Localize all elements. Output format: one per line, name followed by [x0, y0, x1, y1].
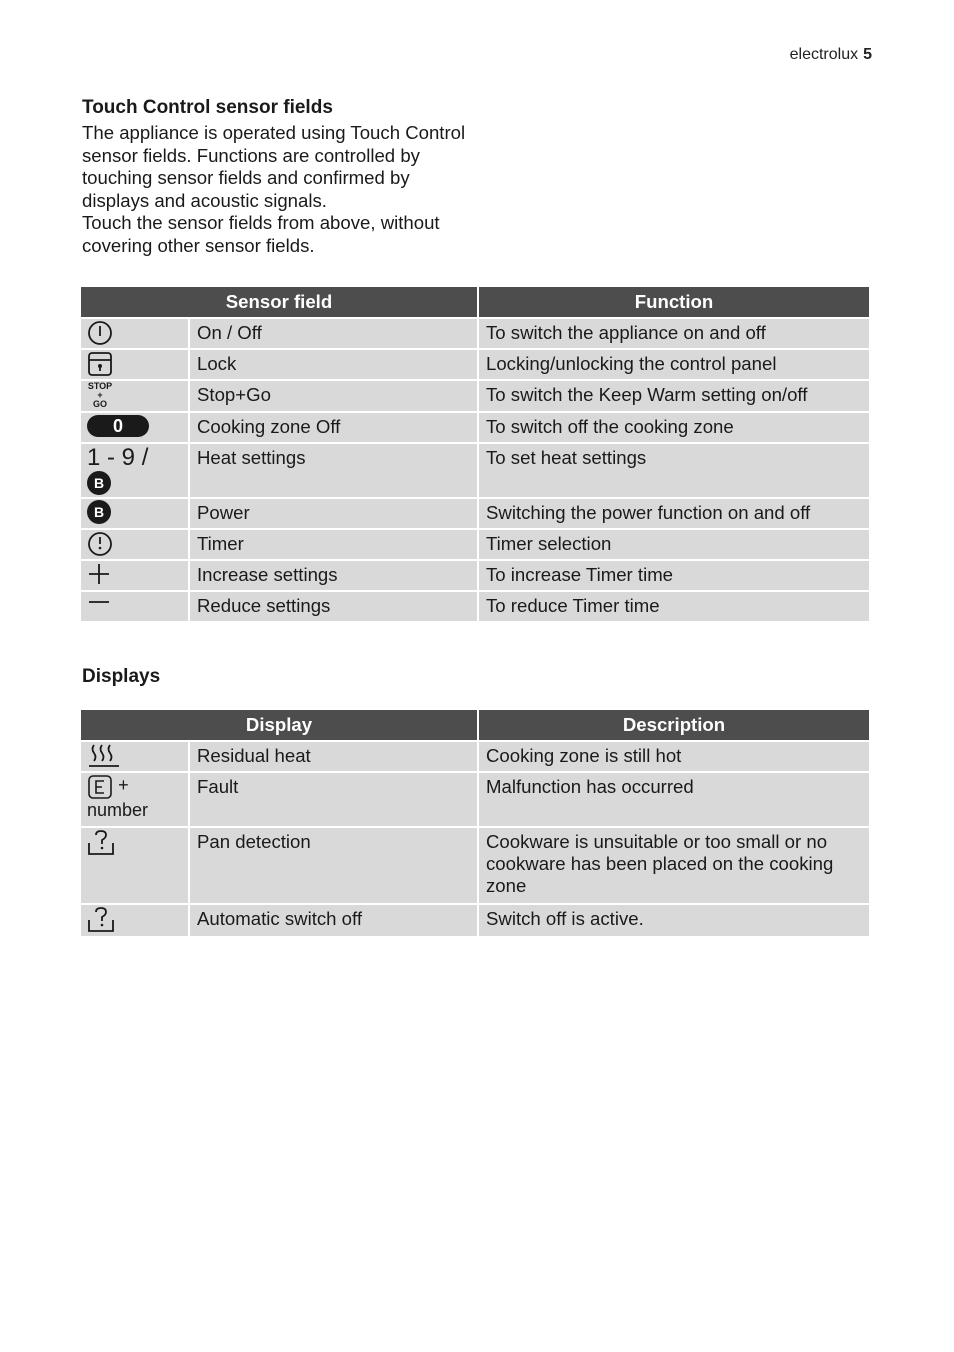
pan-detection-icon [87, 829, 115, 857]
minus-icon [87, 593, 111, 617]
section-heading: Touch Control sensor fields [82, 97, 333, 118]
intro-paragraph-2: Touch the sensor fields from above, without covering other sensor fields. [82, 212, 440, 256]
icon-cell [81, 444, 188, 497]
display-description: Malfunction has occurred [479, 773, 869, 826]
heat-range-icon: 1 - 9 / [87, 444, 149, 471]
sensor-name: Cooking zone Off [190, 413, 477, 442]
column-header-sensor-field: Sensor field [81, 287, 477, 317]
sensor-name: Reduce settings [190, 592, 477, 621]
table-row [81, 905, 869, 936]
icon-cell [81, 561, 188, 590]
icon-cell [81, 773, 188, 826]
column-header-display: Display [81, 710, 477, 740]
sensor-function: Timer selection [479, 530, 869, 559]
sensor-name: Power [190, 499, 477, 528]
zero-pill-icon: 0 [87, 415, 149, 437]
table-row [81, 381, 869, 411]
table-row [81, 413, 869, 442]
plus-icon [87, 562, 111, 586]
auto-switch-off-icon [87, 906, 115, 934]
icon-cell [81, 319, 188, 348]
sensor-name: Timer [190, 530, 477, 559]
sensor-name: Stop+Go [190, 381, 477, 411]
icon-cell [81, 530, 188, 559]
stop-label: STOP [87, 381, 113, 391]
table-row [81, 828, 869, 903]
sensor-function: To increase Timer time [479, 561, 869, 590]
sensor-field-table [79, 285, 871, 623]
lock-icon [87, 351, 113, 377]
timer-icon [87, 531, 113, 557]
icon-cell [81, 828, 188, 903]
plus-label: + [97, 390, 103, 400]
table-header-row [81, 287, 869, 317]
power-icon [87, 320, 113, 346]
sensor-name: Lock [190, 350, 477, 379]
table-row [81, 592, 869, 621]
table-row [81, 742, 869, 771]
brand-name: electrolux [789, 46, 859, 63]
sensor-function: Locking/unlocking the control panel [479, 350, 869, 379]
display-description: Switch off is active. [479, 905, 869, 936]
booster-icon: B [87, 500, 111, 524]
table-row [81, 444, 869, 497]
fault-plus: + [118, 775, 129, 795]
booster-icon: B [87, 471, 111, 495]
displays-heading: Displays [82, 666, 161, 687]
stop-go-icon [87, 382, 113, 409]
fault-e-icon [87, 774, 113, 800]
icon-cell [81, 350, 188, 379]
sensor-name: Increase settings [190, 561, 477, 590]
display-name: Residual heat [190, 742, 477, 771]
page-header [790, 46, 872, 64]
table-row [81, 350, 869, 379]
display-name: Pan detection [190, 828, 477, 903]
table-row [81, 561, 869, 590]
go-label: GO [92, 399, 107, 409]
column-header-description: Description [479, 710, 869, 740]
display-description: Cooking zone is still hot [479, 742, 869, 771]
residual-heat-icon [87, 743, 121, 769]
icon-cell [81, 905, 188, 936]
displays-table [79, 708, 871, 938]
table-row [81, 530, 869, 559]
sensor-name: On / Off [190, 319, 477, 348]
fault-number-label: number [87, 800, 149, 820]
sensor-name: Heat settings [190, 444, 477, 497]
intro-paragraph: The appliance is operated using Touch Control sensor fields. Functions are controlled by touching sensor fields and confirmed by displays and acoustic signals. [82, 122, 466, 211]
sensor-function: To reduce Timer time [479, 592, 869, 621]
table-row [81, 499, 869, 528]
display-name: Fault [190, 773, 477, 826]
icon-cell [81, 742, 188, 771]
table-row [81, 319, 869, 348]
icon-cell [81, 592, 188, 621]
icon-cell [81, 413, 188, 442]
column-header-function: Function [479, 287, 869, 317]
display-name: Automatic switch off [190, 905, 477, 936]
page-number: 5 [863, 46, 872, 63]
icon-cell [81, 381, 188, 411]
sensor-function: To set heat settings [479, 444, 869, 497]
sensor-function: To switch the Keep Warm setting on/off [479, 381, 869, 411]
icon-cell [81, 499, 188, 528]
intro-section [82, 96, 474, 257]
table-row [81, 773, 869, 826]
sensor-function: Switching the power function on and off [479, 499, 869, 528]
sensor-function: To switch the appliance on and off [479, 319, 869, 348]
display-description: Cookware is unsuitable or too small or no cookware has been placed on the cooking zone [479, 828, 869, 903]
sensor-function: To switch off the cooking zone [479, 413, 869, 442]
table-header-row [81, 710, 869, 740]
